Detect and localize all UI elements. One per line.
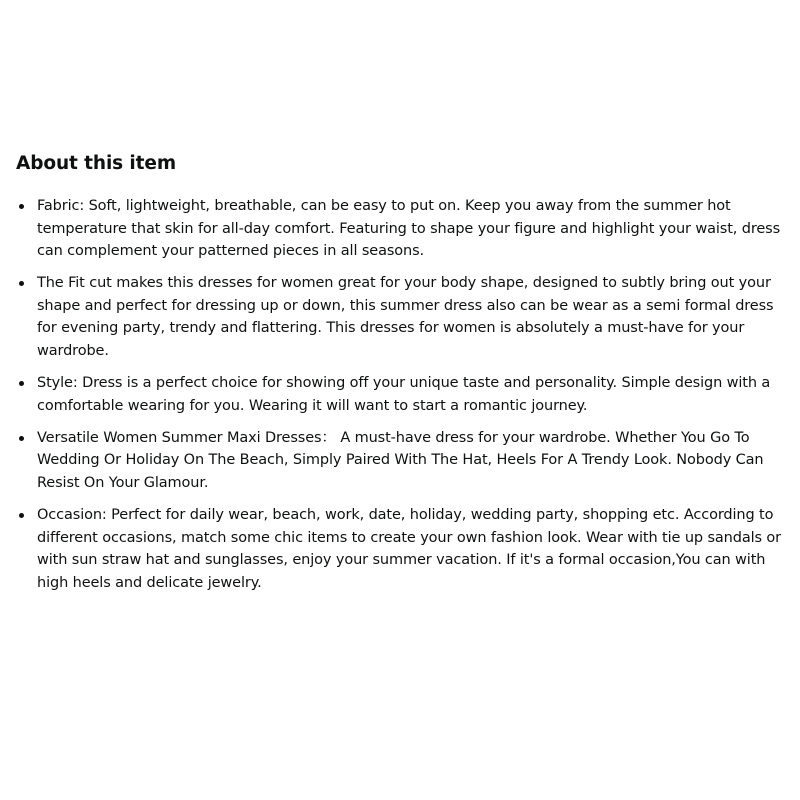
bullet-dot-icon — [19, 513, 24, 518]
feature-bullet-occasion — [16, 504, 788, 594]
about-this-item-section — [16, 150, 788, 604]
bullet-dot-icon — [19, 436, 24, 441]
bullet-text: The Fit cut makes this dresses for women great for your body shape, designed to subtly bring out your shape and perfect for dressing up or down, this summer dress also can be wear as a semi formal dress for evening party, trendy and flattering. This dresses for women is absolutely a must-have for your wardrobe. — [37, 275, 774, 360]
bullet-dot-icon — [19, 204, 24, 209]
bullet-dot-icon — [19, 281, 24, 286]
bullet-text: Occasion: Perfect for daily wear, beach, work, date, holiday, wedding party, shopping etc. According to different occasions, match some chic items to create your own fashion look. Wear with tie up sandals or with sun straw hat and sunglasses, enjoy your summer vacation. If it's a formal occasion,You can with high heels and delicate jewelry. — [37, 507, 782, 591]
bullet-dot-icon — [19, 381, 24, 386]
bullet-text: Fabric: Soft, lightweight, breathable, can be easy to put on. Keep you away from the summer hot temperature that skin for all-day comfort. Featuring to shape your figure and highlight your waist, dress can complement your patterned pieces in all seasons. — [37, 198, 781, 260]
feature-bullet-list — [16, 195, 788, 595]
feature-bullet-fabric — [16, 195, 788, 263]
feature-bullet-fit — [16, 272, 788, 362]
bullet-text: Versatile Women Summer Maxi Dresses： A must-have dress for your wardrobe. Whether You Go To Wedding Or Holiday On The Beach, Simply Paired With The Hat, Heels For A Trendy Look. Nobody Can Resist On Your Glamour. — [37, 429, 764, 492]
feature-bullet-style — [16, 372, 788, 417]
section-title: About this item — [16, 153, 177, 174]
feature-bullet-versatile — [16, 427, 788, 495]
bullet-text: Style: Dress is a perfect choice for showing off your unique taste and personality. Simple design with a comfortable wearing for you. Wearing it will want to start a romantic journey. — [37, 375, 771, 414]
